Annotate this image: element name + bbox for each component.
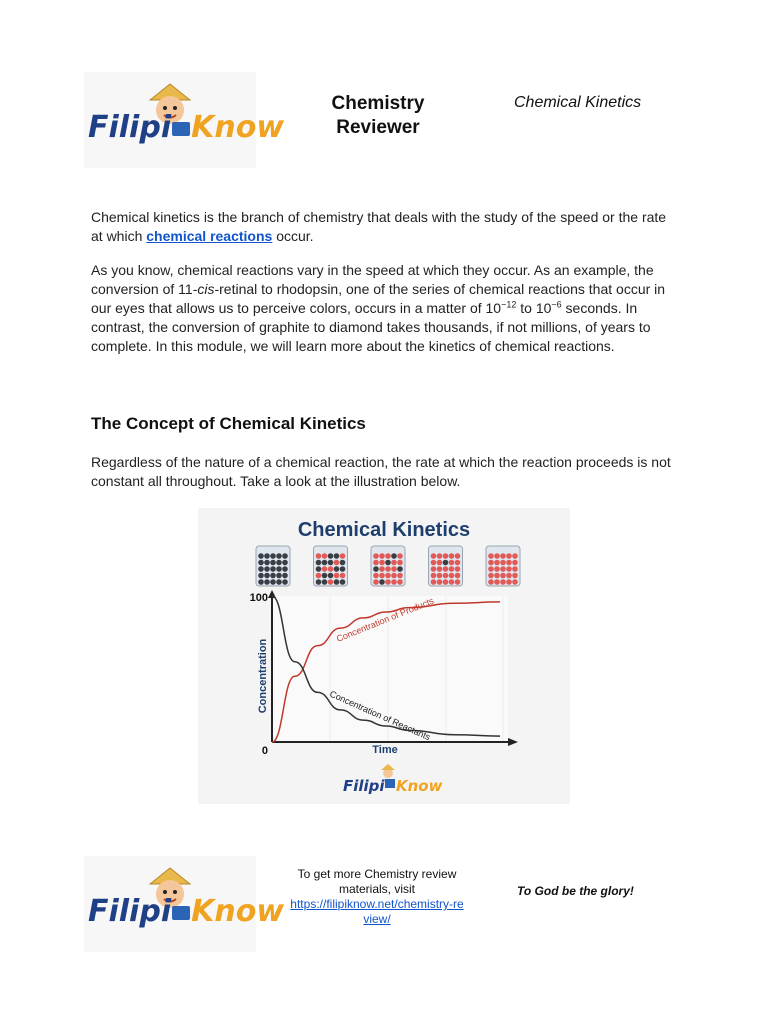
reviewer-title [300, 92, 456, 140]
molecule [500, 560, 506, 566]
molecule [276, 573, 282, 579]
molecule [340, 566, 346, 572]
molecule [270, 579, 276, 585]
molecule [316, 579, 322, 585]
molecule [506, 573, 512, 579]
molecule [328, 560, 334, 566]
molecule [494, 553, 500, 559]
molecule [282, 579, 288, 585]
molecule [270, 573, 276, 579]
molecule [379, 566, 385, 572]
molecule [322, 553, 328, 559]
molecule [276, 566, 282, 572]
molecule [437, 573, 443, 579]
y-axis-label: Concentration [257, 638, 269, 714]
molecule [379, 560, 385, 566]
molecule [391, 553, 397, 559]
molecule [449, 573, 455, 579]
molecule [282, 560, 288, 566]
molecule [379, 579, 385, 585]
molecule [316, 573, 322, 579]
section-paragraph: Regardless of the nature of a chemical reaction, the rate at which the reaction proceeds is not constant all throughout. Take a look at the illustration below. [91, 454, 671, 489]
molecule [437, 566, 443, 572]
figure-title: Chemical Kinetics [297, 519, 471, 541]
molecule [431, 573, 437, 579]
logo-text-know: Know [191, 110, 285, 145]
beaker-1 [256, 546, 290, 586]
figure-logo [343, 764, 443, 795]
molecule [264, 573, 270, 579]
chemical-reactions-link[interactable]: chemical reactions [146, 228, 273, 244]
molecule [494, 579, 500, 585]
molecule [512, 566, 518, 572]
molecule [431, 553, 437, 559]
molecule [443, 573, 449, 579]
molecule [512, 553, 518, 559]
y-min-tick: 0 [261, 745, 268, 757]
molecule [282, 573, 288, 579]
footer-logo [84, 856, 285, 952]
molecule [494, 566, 500, 572]
molecule [276, 553, 282, 559]
molecule [500, 573, 506, 579]
molecule [334, 560, 340, 566]
molecule [443, 560, 449, 566]
molecule [385, 553, 391, 559]
molecule [328, 566, 334, 572]
molecule [500, 553, 506, 559]
molecule [488, 560, 494, 566]
intro-paragraph-1: Chemical kinetics is the branch of chemistry that deals with the study of the speed or the rate at which chemical reactions occur. [91, 209, 667, 244]
molecule [455, 553, 461, 559]
molecule [264, 566, 270, 572]
molecule [328, 573, 334, 579]
beaker-5 [486, 546, 520, 586]
title-line1: Chemistry [331, 93, 425, 114]
molecule [494, 560, 500, 566]
molecule [449, 579, 455, 585]
logo-text-filipi: Filipi [88, 894, 172, 929]
molecule [455, 573, 461, 579]
molecule [316, 566, 322, 572]
chemical-kinetics-figure [198, 508, 570, 804]
molecule [385, 579, 391, 585]
products-label: Concentration of Products [335, 595, 436, 644]
molecule [328, 579, 334, 585]
molecule [494, 573, 500, 579]
molecule [258, 573, 264, 579]
molecule [379, 573, 385, 579]
molecule [506, 553, 512, 559]
molecule [258, 566, 264, 572]
molecule [431, 579, 437, 585]
molecule [385, 560, 391, 566]
molecule [455, 566, 461, 572]
kinetics-chart [198, 508, 570, 804]
molecule [397, 553, 403, 559]
molecule [282, 553, 288, 559]
molecule [506, 560, 512, 566]
molecule [391, 566, 397, 572]
molecule [270, 566, 276, 572]
molecule [334, 579, 340, 585]
molecule [264, 553, 270, 559]
molecule [282, 566, 288, 572]
molecule [437, 579, 443, 585]
molecule [373, 560, 379, 566]
molecule [443, 566, 449, 572]
x-axis-label: Time [372, 744, 398, 756]
molecule [322, 560, 328, 566]
molecule [488, 579, 494, 585]
molecule [258, 553, 264, 559]
molecule [391, 560, 397, 566]
molecule [316, 560, 322, 566]
molecule [334, 553, 340, 559]
title-line2: Reviewer [336, 117, 420, 138]
molecule [449, 553, 455, 559]
molecule [373, 579, 379, 585]
molecule [379, 553, 385, 559]
molecule [455, 560, 461, 566]
molecule [391, 573, 397, 579]
molecule [397, 579, 403, 585]
footer-cta: To get more Chemistry review materials, visit https://filipiknow.net/chemistry-re view/ [282, 867, 472, 927]
molecule [500, 566, 506, 572]
molecule [340, 579, 346, 585]
molecule [397, 560, 403, 566]
molecule [276, 579, 282, 585]
molecule [512, 560, 518, 566]
molecule [437, 553, 443, 559]
molecule [328, 553, 334, 559]
y-max-tick: 100 [249, 592, 268, 604]
beaker-row [256, 546, 520, 586]
reactants-label: Concentration of Reactants [328, 688, 432, 743]
molecule [270, 553, 276, 559]
molecule [449, 566, 455, 572]
intro-paragraph-2: As you know, chemical reactions vary in the speed at which they occur. As an example, the conversion of 11-cis-retinal to rhodopsin, one of the series of chemical reactions that occur in our eyes that allows us to perceive colors, occurs in a matter of $10^{-12}$ to $10^{-6}$ seconds. In contrast, the conversion of graphite to diamond takes thousands, if not millions, of years to complete. In this module, we will learn more about the kinetics of chemical reactions. [91, 262, 666, 354]
molecule [443, 553, 449, 559]
molecule [322, 579, 328, 585]
topic-label: Chemical Kinetics [514, 94, 642, 111]
molecule [449, 560, 455, 566]
molecule [373, 553, 379, 559]
molecule [334, 573, 340, 579]
molecule [512, 579, 518, 585]
molecule [397, 573, 403, 579]
svg-text:Filipi: Filipi [343, 777, 385, 795]
molecule [437, 560, 443, 566]
molecule [316, 553, 322, 559]
molecule [506, 566, 512, 572]
molecule [443, 579, 449, 585]
molecule [373, 566, 379, 572]
molecule [334, 566, 340, 572]
molecule [385, 573, 391, 579]
molecule [397, 566, 403, 572]
molecule [270, 560, 276, 566]
book-icon [172, 122, 190, 136]
header-logo [84, 72, 285, 168]
footer-motto: To God be the glory! [517, 884, 634, 898]
molecule [512, 573, 518, 579]
svg-text:Know: Know [396, 777, 443, 795]
molecule [431, 560, 437, 566]
molecule [488, 553, 494, 559]
x-axis-arrow [508, 738, 518, 746]
beaker-4 [429, 546, 463, 586]
molecule [276, 560, 282, 566]
molecule [500, 579, 506, 585]
molecule [506, 579, 512, 585]
molecule [258, 579, 264, 585]
book-icon [172, 906, 190, 920]
molecule [264, 560, 270, 566]
molecule [340, 573, 346, 579]
molecule [431, 566, 437, 572]
molecule [340, 553, 346, 559]
molecule [385, 566, 391, 572]
molecule [373, 573, 379, 579]
molecule [488, 566, 494, 572]
logo-text-filipi: Filipi [88, 110, 172, 145]
logo-text-know: Know [191, 894, 285, 929]
chemistry-review-link[interactable]: https://filipiknow.net/chemistry-re view/ [290, 897, 464, 926]
molecule [488, 573, 494, 579]
beaker-3 [371, 546, 405, 586]
beaker-2 [314, 546, 348, 586]
molecule [264, 579, 270, 585]
molecule [455, 579, 461, 585]
molecule [340, 560, 346, 566]
section-heading: The Concept of Chemical Kinetics [91, 414, 366, 433]
molecule [391, 579, 397, 585]
molecule [322, 573, 328, 579]
molecule [322, 566, 328, 572]
molecule [258, 560, 264, 566]
